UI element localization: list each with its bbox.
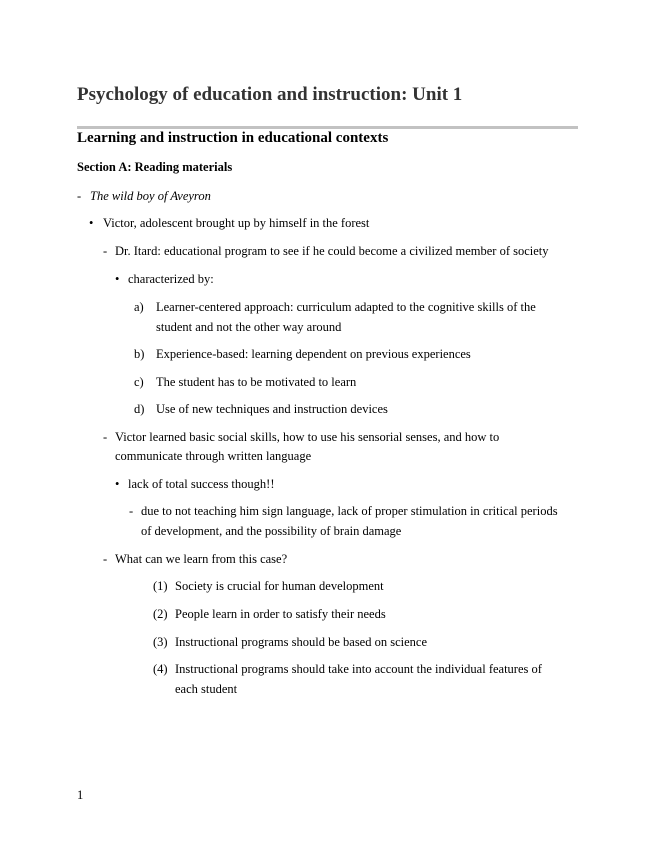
- list-marker: b): [134, 347, 145, 361]
- bullet-marker: •: [89, 216, 94, 230]
- page-number: 1: [77, 788, 84, 802]
- victor-bullet: Victor, adolescent brought up by himself in the forest: [103, 216, 370, 230]
- title-divider: [77, 126, 578, 129]
- dash-marker: -: [103, 430, 108, 444]
- list-marker: (4): [153, 662, 168, 676]
- lack-item: lack of total success though!!: [128, 477, 275, 491]
- bullet-marker: •: [115, 272, 120, 286]
- due-to-line-1: due to not teaching him sign language, lack of proper stimulation in critical periods: [141, 504, 558, 518]
- dash-marker: -: [103, 552, 108, 566]
- list-marker: (3): [153, 635, 168, 649]
- page-title: Psychology of education and instruction: Unit 1: [77, 84, 463, 105]
- list-marker: d): [134, 402, 145, 416]
- case-title: The wild boy of Aveyron: [90, 189, 211, 203]
- approach-c: The student has to be motivated to learn: [156, 375, 357, 389]
- victor-learned-line-1: Victor learned basic social skills, how to use his sensorial senses, and how to: [115, 430, 500, 444]
- lesson-3: Instructional programs should be based on science: [175, 635, 428, 649]
- lesson-4-line-2: each student: [175, 682, 238, 696]
- victor-learned-line-2: communicate through written language: [115, 449, 312, 463]
- dash-marker: -: [77, 189, 82, 203]
- characterized-item: characterized by:: [128, 272, 214, 286]
- lesson-2: People learn in order to satisfy their needs: [175, 607, 386, 621]
- approach-d: Use of new techniques and instruction devices: [156, 402, 388, 416]
- dash-marker: -: [129, 504, 134, 518]
- section-heading: Section A: Reading materials: [77, 160, 233, 174]
- lesson-4-line-1: Instructional programs should take into account the individual features of: [175, 662, 542, 676]
- list-marker: (2): [153, 607, 168, 621]
- approach-b: Experience-based: learning dependent on previous experiences: [156, 347, 471, 361]
- unit-subtitle: Learning and instruction in educational contexts: [77, 130, 389, 146]
- lesson-1: Society is crucial for human development: [175, 579, 384, 593]
- list-marker: c): [134, 375, 144, 389]
- dash-marker: -: [103, 244, 108, 258]
- bullet-marker: •: [115, 477, 120, 491]
- due-to-line-2: of development, and the possibility of brain damage: [141, 524, 402, 538]
- approach-a-line-2: student and not the other way around: [156, 320, 342, 334]
- list-marker: (1): [153, 579, 168, 593]
- itard-item: Dr. Itard: educational program to see if he could become a civilized member of society: [115, 244, 549, 258]
- what-learn-item: What can we learn from this case?: [115, 552, 288, 566]
- approach-a-line-1: Learner-centered approach: curriculum adapted to the cognitive skills of the: [156, 300, 536, 314]
- list-marker: a): [134, 300, 144, 314]
